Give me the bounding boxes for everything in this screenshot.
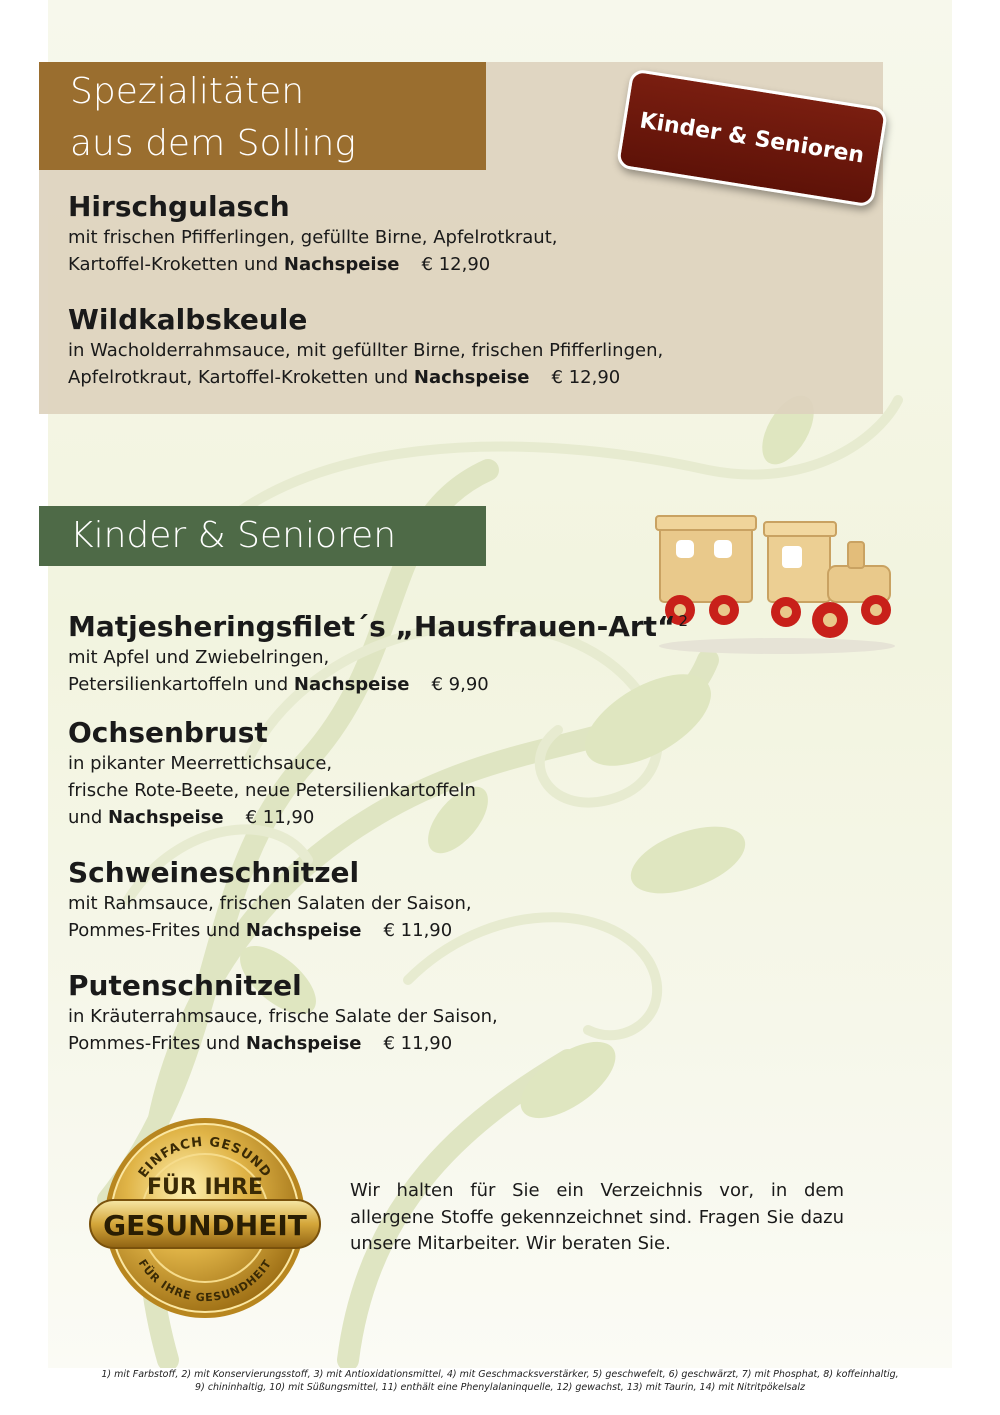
kinder-senioren-badge: Kinder & Senioren [616, 68, 888, 207]
dish-ochsenbrust [68, 716, 728, 831]
title-line-1: Spezialitäten [70, 71, 305, 112]
dish-description: mit Rahmsauce, frischen Salaten der Saison, Pommes-Frites und Nachspeise € 11,90 [68, 893, 472, 941]
dish-name: Matjesheringsfilet´s „Hausfrauen-Art“ $^2$ [68, 610, 689, 643]
dessert-label: Nachspeise [293, 674, 410, 695]
dish-description: in pikanter Meerrettichsauce, frische Rote-Beete, neue Petersilienkartoffeln und Nachspeise € 11,90 [68, 753, 476, 828]
dish-name: Putenschnitzel [68, 969, 302, 1002]
additive-marker: 2 [678, 612, 689, 630]
seal-line-1: FÜR IHRE [146, 1175, 264, 1200]
seal-line-2: GESUNDHEIT [103, 1209, 307, 1242]
health-seal-icon [88, 1112, 322, 1324]
additives-footnote: 1) mit Farbstoff, 2) mit Konservierungsstoff, 3) mit Antioxidationsmittel, 4) mit Geschmacksverstärker, 5) geschwefelt, 6) geschwärzt, 7) mit Phosphat, 8) koffeinhaltig, 9) chininhaltig, 10) mit Süßungsmittel, 11) enthält eine Phenylalaninquelle, 12) gewachst, 13) mit Taurin, 14) mit Nitritpökelsalz [101, 1369, 899, 1393]
price: € 11,90 [245, 807, 315, 828]
dish-name: Hirschgulasch [68, 190, 290, 223]
seal-top-text: EINFACH GESUND [135, 1134, 275, 1181]
section-title-specialties [39, 62, 486, 170]
price: € 11,90 [383, 1033, 453, 1054]
title-line-2: aus dem Solling [70, 123, 356, 164]
dish-description: mit Apfel und Zwiebelringen, Petersilienkartoffeln und Nachspeise € 9,90 [68, 647, 489, 695]
section-title-kinder-senioren: Kinder & Senioren [39, 506, 486, 566]
dessert-label: Nachspeise [245, 1033, 362, 1054]
dish-name: Schweineschnitzel [68, 856, 360, 889]
dessert-label: Nachspeise [107, 807, 224, 828]
dish-hirschgulasch [68, 190, 728, 278]
dessert-label: Nachspeise [283, 254, 400, 275]
dish-name: Wildkalbskeule [68, 303, 308, 336]
dish-wildkalbskeule [68, 303, 728, 391]
dish-putenschnitzel [68, 969, 728, 1057]
dessert-label: Nachspeise [413, 367, 530, 388]
dish-schweineschnitzel [68, 856, 728, 944]
dish-description: in Kräuterrahmsauce, frische Salate der Saison, Pommes-Frites und Nachspeise € 11,90 [68, 1006, 498, 1054]
price: € 11,90 [383, 920, 453, 941]
price: € 9,90 [431, 674, 489, 695]
allergen-note: Wir halten für Sie ein Verzeichnis vor, in dem allergene Stoffe gekennzeichnet sind. Fragen Sie dazu unsere Mitarbeiter. Wir beraten Sie. [350, 1180, 844, 1254]
price: € 12,90 [421, 254, 491, 275]
dish-name: Ochsenbrust [68, 716, 268, 749]
dish-matjesheringsfilet [68, 604, 728, 698]
dish-description: mit frischen Pfifferlingen, gefüllte Birne, Apfelrotkraut, Kartoffel-Kroketten und Nachspeise € 12,90 [68, 227, 558, 275]
dish-description: in Wacholderrahmsauce, mit gefüllter Birne, frischen Pfifferlingen, Apfelrotkraut, Kartoffel-Kroketten und Nachspeise € 12,90 [68, 340, 664, 388]
seal-bottom-text: FÜR IHRE GESUNDHEIT [135, 1257, 275, 1305]
dessert-label: Nachspeise [245, 920, 362, 941]
price: € 12,90 [551, 367, 621, 388]
